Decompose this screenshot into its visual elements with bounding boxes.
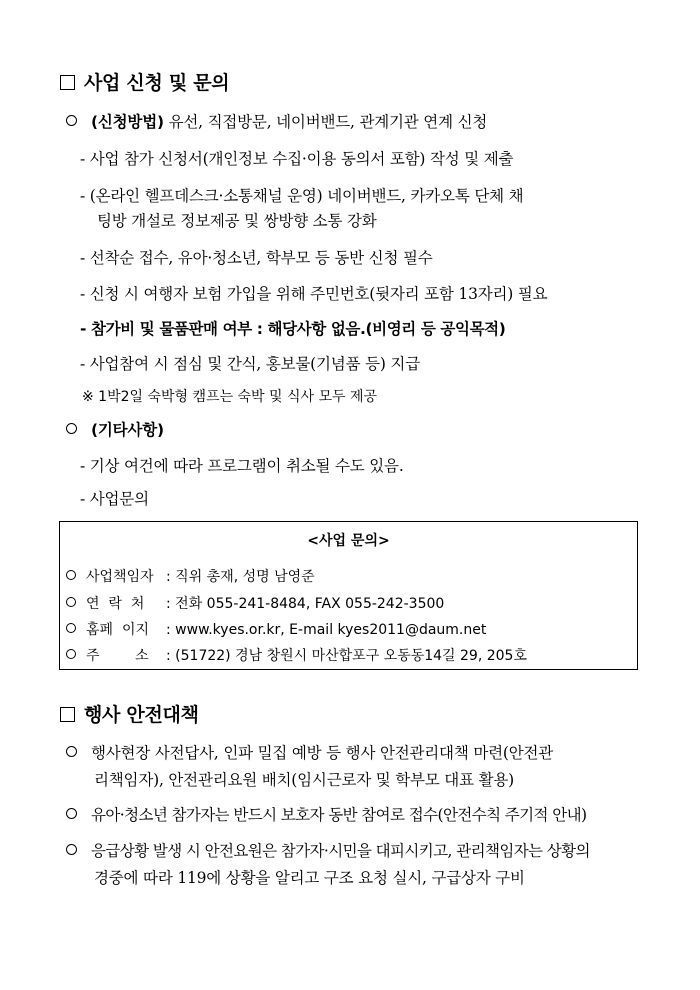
bullet-circle-icon — [66, 115, 77, 126]
contact-row-value: : (51722) 경남 창원시 마산합포구 오동동14길 29, 205호 — [166, 648, 527, 664]
contact-box-title: <사업 문의> — [307, 533, 390, 549]
contact-row-label: 홈페 이지 — [86, 622, 149, 638]
dash-item: - 사업 참가 신청서(개인정보 수집·이용 동의서 포함) 작성 및 제출 — [80, 150, 514, 168]
contact-row-label: 사업책임자 — [86, 569, 154, 585]
contact-row-value: : 전화 055-241-8484, FAX 055-242-3500 — [166, 596, 445, 612]
hollow-bullet-icon — [66, 623, 76, 633]
dash-item: - (온라인 헬프데스크·소통채널 운영) 네이버밴드, 카카오톡 단체 채 — [80, 187, 524, 205]
section-heading-application: 사업 신청 및 문의 — [60, 68, 229, 95]
dash-item: - 선착순 접수, 유아·청소년, 학부모 등 동반 신청 필수 — [80, 249, 433, 267]
dash-item: - 기상 여건에 따라 프로그램이 취소될 수도 있음. — [80, 457, 404, 475]
safety-item: 응급상황 발생 시 안전요원은 참가자·시민을 대피시키고, 관리책임자는 상황의 — [66, 839, 590, 861]
section-heading-safety: 행사 안전대책 — [60, 700, 199, 727]
safety-item-continuation: 경중에 따라 119에 상황을 알리고 구조 요청 실시, 구급상자 구비 — [94, 869, 525, 887]
dash-item: - 사업문의 — [80, 490, 149, 508]
method-item — [66, 110, 487, 132]
dash-item-continuation: 팅방 개설로 정보제공 및 쌍방향 소통 강화 — [97, 212, 377, 230]
contact-row — [66, 566, 315, 586]
bullet-circle-icon — [66, 844, 77, 855]
hollow-bullet-icon — [66, 597, 76, 607]
hollow-bullet-icon — [66, 570, 76, 580]
safety-item-continuation: 리책임자), 안전관리요원 배치(임시근로자 및 학부모 대표 활용) — [94, 771, 514, 789]
etc-label: (기타사항) — [91, 421, 164, 439]
contact-info-box — [59, 521, 638, 670]
safety-item: 유아·청소년 참가자는 반드시 보호자 동반 참여로 접수(안전수칙 주기적 안내) — [66, 803, 586, 825]
contact-row — [66, 593, 444, 613]
contact-row-value: : 직위 총재, 성명 남영준 — [166, 569, 315, 585]
contact-row — [66, 619, 486, 639]
etc-item — [66, 418, 164, 440]
contact-row-label: 연 락 처 — [86, 596, 145, 612]
dash-item: - 신청 시 여행자 보험 가입을 위해 주민번호(뒷자리 포함 13자리) 필요 — [80, 285, 548, 303]
method-text: 유선, 직접방문, 네이버밴드, 관계기관 연계 신청 — [168, 113, 488, 131]
contact-row — [66, 645, 527, 665]
bullet-circle-icon — [66, 746, 77, 757]
contact-row-value: : www.kyes.or.kr, E-mail kyes2011@daum.net — [166, 622, 487, 638]
dash-item-fee: - 참가비 및 물품판매 여부 : 해당사항 없음.(비영리 등 공익목적) — [80, 320, 506, 338]
contact-row-label: 주 소 — [86, 648, 149, 664]
safety-item: 행사현장 사전답사, 인파 밀집 예방 등 행사 안전관리대책 마련(안전관 — [66, 741, 553, 763]
bullet-circle-icon — [66, 808, 77, 819]
hollow-bullet-icon — [66, 649, 76, 659]
note-text: ※ 1박2일 숙박형 캠프는 숙박 및 식사 모두 제공 — [82, 389, 378, 405]
checkbox-square-icon — [60, 707, 75, 722]
method-label: (신청방법) — [91, 113, 164, 131]
dash-item: - 사업참여 시 점심 및 간식, 홍보물(기념품 등) 지급 — [80, 355, 420, 373]
checkbox-square-icon — [60, 75, 75, 90]
bullet-circle-icon — [66, 423, 77, 434]
